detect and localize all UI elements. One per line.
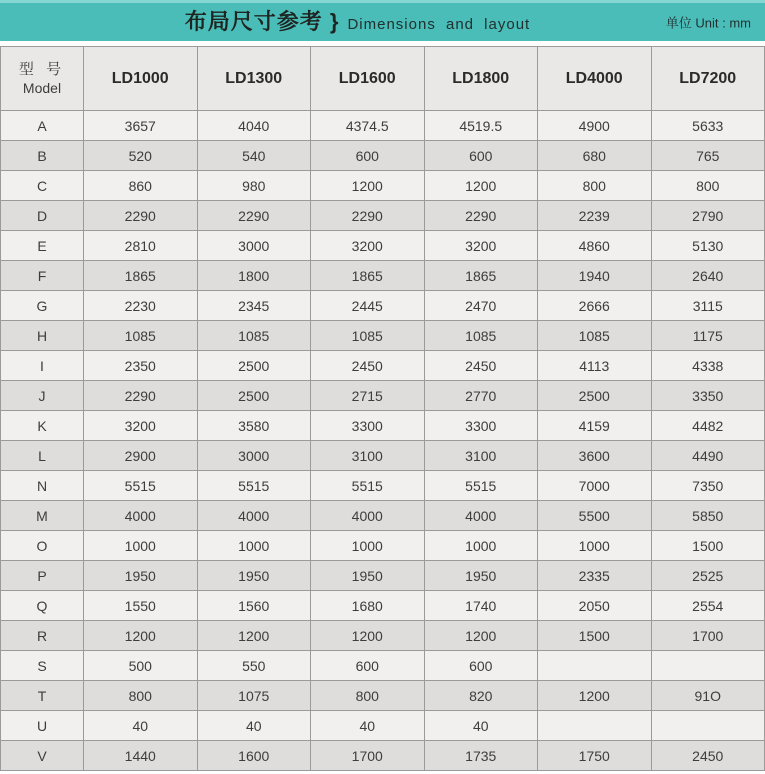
dimension-cell: 40 [84,711,198,741]
banner-title-group [185,11,530,33]
dimension-cell: 1175 [651,321,765,351]
dimension-cell: 1800 [197,261,311,291]
dimension-cell: 2050 [538,591,652,621]
table-row [1,651,765,681]
row-label: C [1,171,84,201]
dimension-cell: 5633 [651,111,765,141]
dimension-cell: 3350 [651,381,765,411]
unit-label: 单位 Unit : mm [665,15,751,31]
dimension-cell: 2554 [651,591,765,621]
dimension-cell: 1750 [538,741,652,771]
dimension-cell: 2790 [651,201,765,231]
row-label: G [1,291,84,321]
dimension-cell: 2715 [311,381,425,411]
dimension-cell: 1950 [197,561,311,591]
dimension-cell: 1200 [311,171,425,201]
table-row [1,531,765,561]
dimension-cell: 2290 [424,201,538,231]
dimension-cell: 1200 [424,171,538,201]
dimension-cell: 1000 [311,531,425,561]
dimension-cell: 540 [197,141,311,171]
dimension-cell: 860 [84,171,198,201]
dimension-cell: 2239 [538,201,652,231]
dimension-cell: 4482 [651,411,765,441]
dimension-cell [651,651,765,681]
page-title-zh: 布局尺寸参考 } [184,9,340,34]
column-header-ld1800: LD1800 [424,47,538,111]
table-row [1,471,765,501]
dimension-cell: 2470 [424,291,538,321]
dimension-cell: 600 [311,141,425,171]
dimension-cell: 800 [311,681,425,711]
dimension-cell: 1000 [84,531,198,561]
title-banner [0,0,765,41]
dimension-cell: 3115 [651,291,765,321]
row-label: P [1,561,84,591]
dimension-cell: 4000 [197,501,311,531]
row-label: M [1,501,84,531]
row-label: R [1,621,84,651]
dimension-cell: 1600 [197,741,311,771]
dimension-cell: 4113 [538,351,652,381]
row-label: Q [1,591,84,621]
dimension-cell: 1000 [197,531,311,561]
dimension-cell: 2350 [84,351,198,381]
dimension-cell: 500 [84,651,198,681]
dimension-cell: 7000 [538,471,652,501]
dimension-cell: 1550 [84,591,198,621]
dimension-cell: 1940 [538,261,652,291]
table-row [1,381,765,411]
dimension-cell: 2290 [197,201,311,231]
table-row [1,231,765,261]
dimension-cell: 2345 [197,291,311,321]
dimension-cell: 1085 [84,321,198,351]
dimension-cell: 3600 [538,441,652,471]
dimension-cell: 2666 [538,291,652,321]
dimension-cell: 1500 [538,621,652,651]
dimension-cell: 1085 [538,321,652,351]
table-body [1,111,765,771]
table-row [1,141,765,171]
dimension-cell: 2450 [651,741,765,771]
dimension-cell: 680 [538,141,652,171]
row-label: D [1,201,84,231]
table-row [1,501,765,531]
dimension-cell: 5515 [311,471,425,501]
dimension-cell: 4000 [311,501,425,531]
row-label: E [1,231,84,261]
table-row [1,291,765,321]
dimension-cell: 1865 [424,261,538,291]
row-label: J [1,381,84,411]
dimension-cell: 3100 [424,441,538,471]
dimension-cell: 2500 [197,351,311,381]
dimension-cell: 2290 [311,201,425,231]
dimension-cell: 5500 [538,501,652,531]
dimension-cell: 1700 [651,621,765,651]
dimension-cell: 5515 [84,471,198,501]
dimension-cell: 1560 [197,591,311,621]
dimension-cell: 1950 [311,561,425,591]
table-row [1,711,765,741]
dimension-cell [651,711,765,741]
dimension-cell: 3300 [424,411,538,441]
row-label: A [1,111,84,141]
dimension-cell: 1865 [84,261,198,291]
model-header-cell [1,47,84,111]
dimensions-table [0,46,765,771]
dimension-cell: 820 [424,681,538,711]
dimension-cell: 800 [538,171,652,201]
row-label: T [1,681,84,711]
dimension-cell: 1950 [424,561,538,591]
row-label: L [1,441,84,471]
dimension-cell: 2450 [311,351,425,381]
dimension-cell: 4860 [538,231,652,261]
dimension-cell: 2290 [84,381,198,411]
dimension-cell: 2230 [84,291,198,321]
dimension-cell: 5130 [651,231,765,261]
table-row [1,621,765,651]
model-header-zh: 型 号 [18,61,66,79]
dimension-cell: 2500 [538,381,652,411]
dimension-cell: 1200 [197,621,311,651]
dimension-cell: 3200 [424,231,538,261]
dimension-cell: 800 [84,681,198,711]
dimension-cell: 2810 [84,231,198,261]
dimension-cell: 3000 [197,231,311,261]
table-row [1,741,765,771]
dimension-cell: 1440 [84,741,198,771]
table-row [1,201,765,231]
column-header-ld7200: LD7200 [651,47,765,111]
dimension-cell: 3657 [84,111,198,141]
dimension-cell: 5515 [424,471,538,501]
row-label: K [1,411,84,441]
dimension-cell: 2445 [311,291,425,321]
dimension-cell: 800 [651,171,765,201]
dimension-cell: 5850 [651,501,765,531]
dimension-cell: 1680 [311,591,425,621]
table-row [1,111,765,141]
table-row [1,171,765,201]
dimension-cell: 4490 [651,441,765,471]
table-row [1,261,765,291]
row-label: H [1,321,84,351]
dimension-cell: 3200 [311,231,425,261]
table-row [1,351,765,381]
dimension-cell: 4000 [424,501,538,531]
dimension-cell [538,711,652,741]
dimension-cell: 1000 [538,531,652,561]
row-label: I [1,351,84,381]
dimension-cell: 550 [197,651,311,681]
row-label: B [1,141,84,171]
dimension-cell: 4519.5 [424,111,538,141]
dimension-cell: 765 [651,141,765,171]
dimension-cell: 3200 [84,411,198,441]
table-row [1,591,765,621]
dimension-cell: 1200 [311,621,425,651]
dimension-cell: 1075 [197,681,311,711]
dimension-cell: 3000 [197,441,311,471]
dimension-cell: 40 [197,711,311,741]
table-row [1,561,765,591]
table-row [1,441,765,471]
row-label: V [1,741,84,771]
dimension-cell: 1700 [311,741,425,771]
dimension-cell: 2500 [197,381,311,411]
dimension-cell: 1200 [424,621,538,651]
dimension-cell: 1200 [84,621,198,651]
dimension-cell: 2900 [84,441,198,471]
dimension-cell: 40 [311,711,425,741]
row-label: F [1,261,84,291]
dimension-cell: 1740 [424,591,538,621]
dimension-cell: 1085 [424,321,538,351]
dimension-cell: 4000 [84,501,198,531]
page-title-en: Dimensions and layout [347,16,531,33]
dimension-cell: 2525 [651,561,765,591]
dimension-cell: 4338 [651,351,765,381]
dimension-cell: 40 [424,711,538,741]
dimension-cell: 1200 [538,681,652,711]
header-row [1,47,765,111]
table-row [1,321,765,351]
dimension-cell: 1950 [84,561,198,591]
model-header-en: Model [22,79,62,96]
dimension-cell [538,651,652,681]
column-header-ld1000: LD1000 [84,47,198,111]
row-label: N [1,471,84,501]
dimension-cell: 3100 [311,441,425,471]
dimension-cell: 2770 [424,381,538,411]
dimension-cell: 1865 [311,261,425,291]
dimension-cell: 1500 [651,531,765,561]
dimension-cell: 7350 [651,471,765,501]
dimension-cell: 1085 [197,321,311,351]
dimension-cell: 600 [311,651,425,681]
dimension-cell: 91O [651,681,765,711]
dimension-cell: 2290 [84,201,198,231]
dimension-cell: 600 [424,141,538,171]
dimension-cell: 600 [424,651,538,681]
dimension-cell: 4374.5 [311,111,425,141]
dimension-cell: 4900 [538,111,652,141]
row-label: O [1,531,84,561]
column-header-ld4000: LD4000 [538,47,652,111]
dimension-cell: 2335 [538,561,652,591]
table-row [1,411,765,441]
dimension-cell: 4159 [538,411,652,441]
dimension-cell: 520 [84,141,198,171]
dimension-cell: 1735 [424,741,538,771]
dimension-cell: 1000 [424,531,538,561]
dimension-cell: 3580 [197,411,311,441]
dimension-cell: 2640 [651,261,765,291]
dimension-cell: 4040 [197,111,311,141]
column-header-ld1300: LD1300 [197,47,311,111]
dimension-cell: 1085 [311,321,425,351]
table-row [1,681,765,711]
dimension-cell: 5515 [197,471,311,501]
dimension-cell: 3300 [311,411,425,441]
dimension-cell: 980 [197,171,311,201]
row-label: U [1,711,84,741]
dimension-cell: 2450 [424,351,538,381]
row-label: S [1,651,84,681]
column-header-ld1600: LD1600 [311,47,425,111]
